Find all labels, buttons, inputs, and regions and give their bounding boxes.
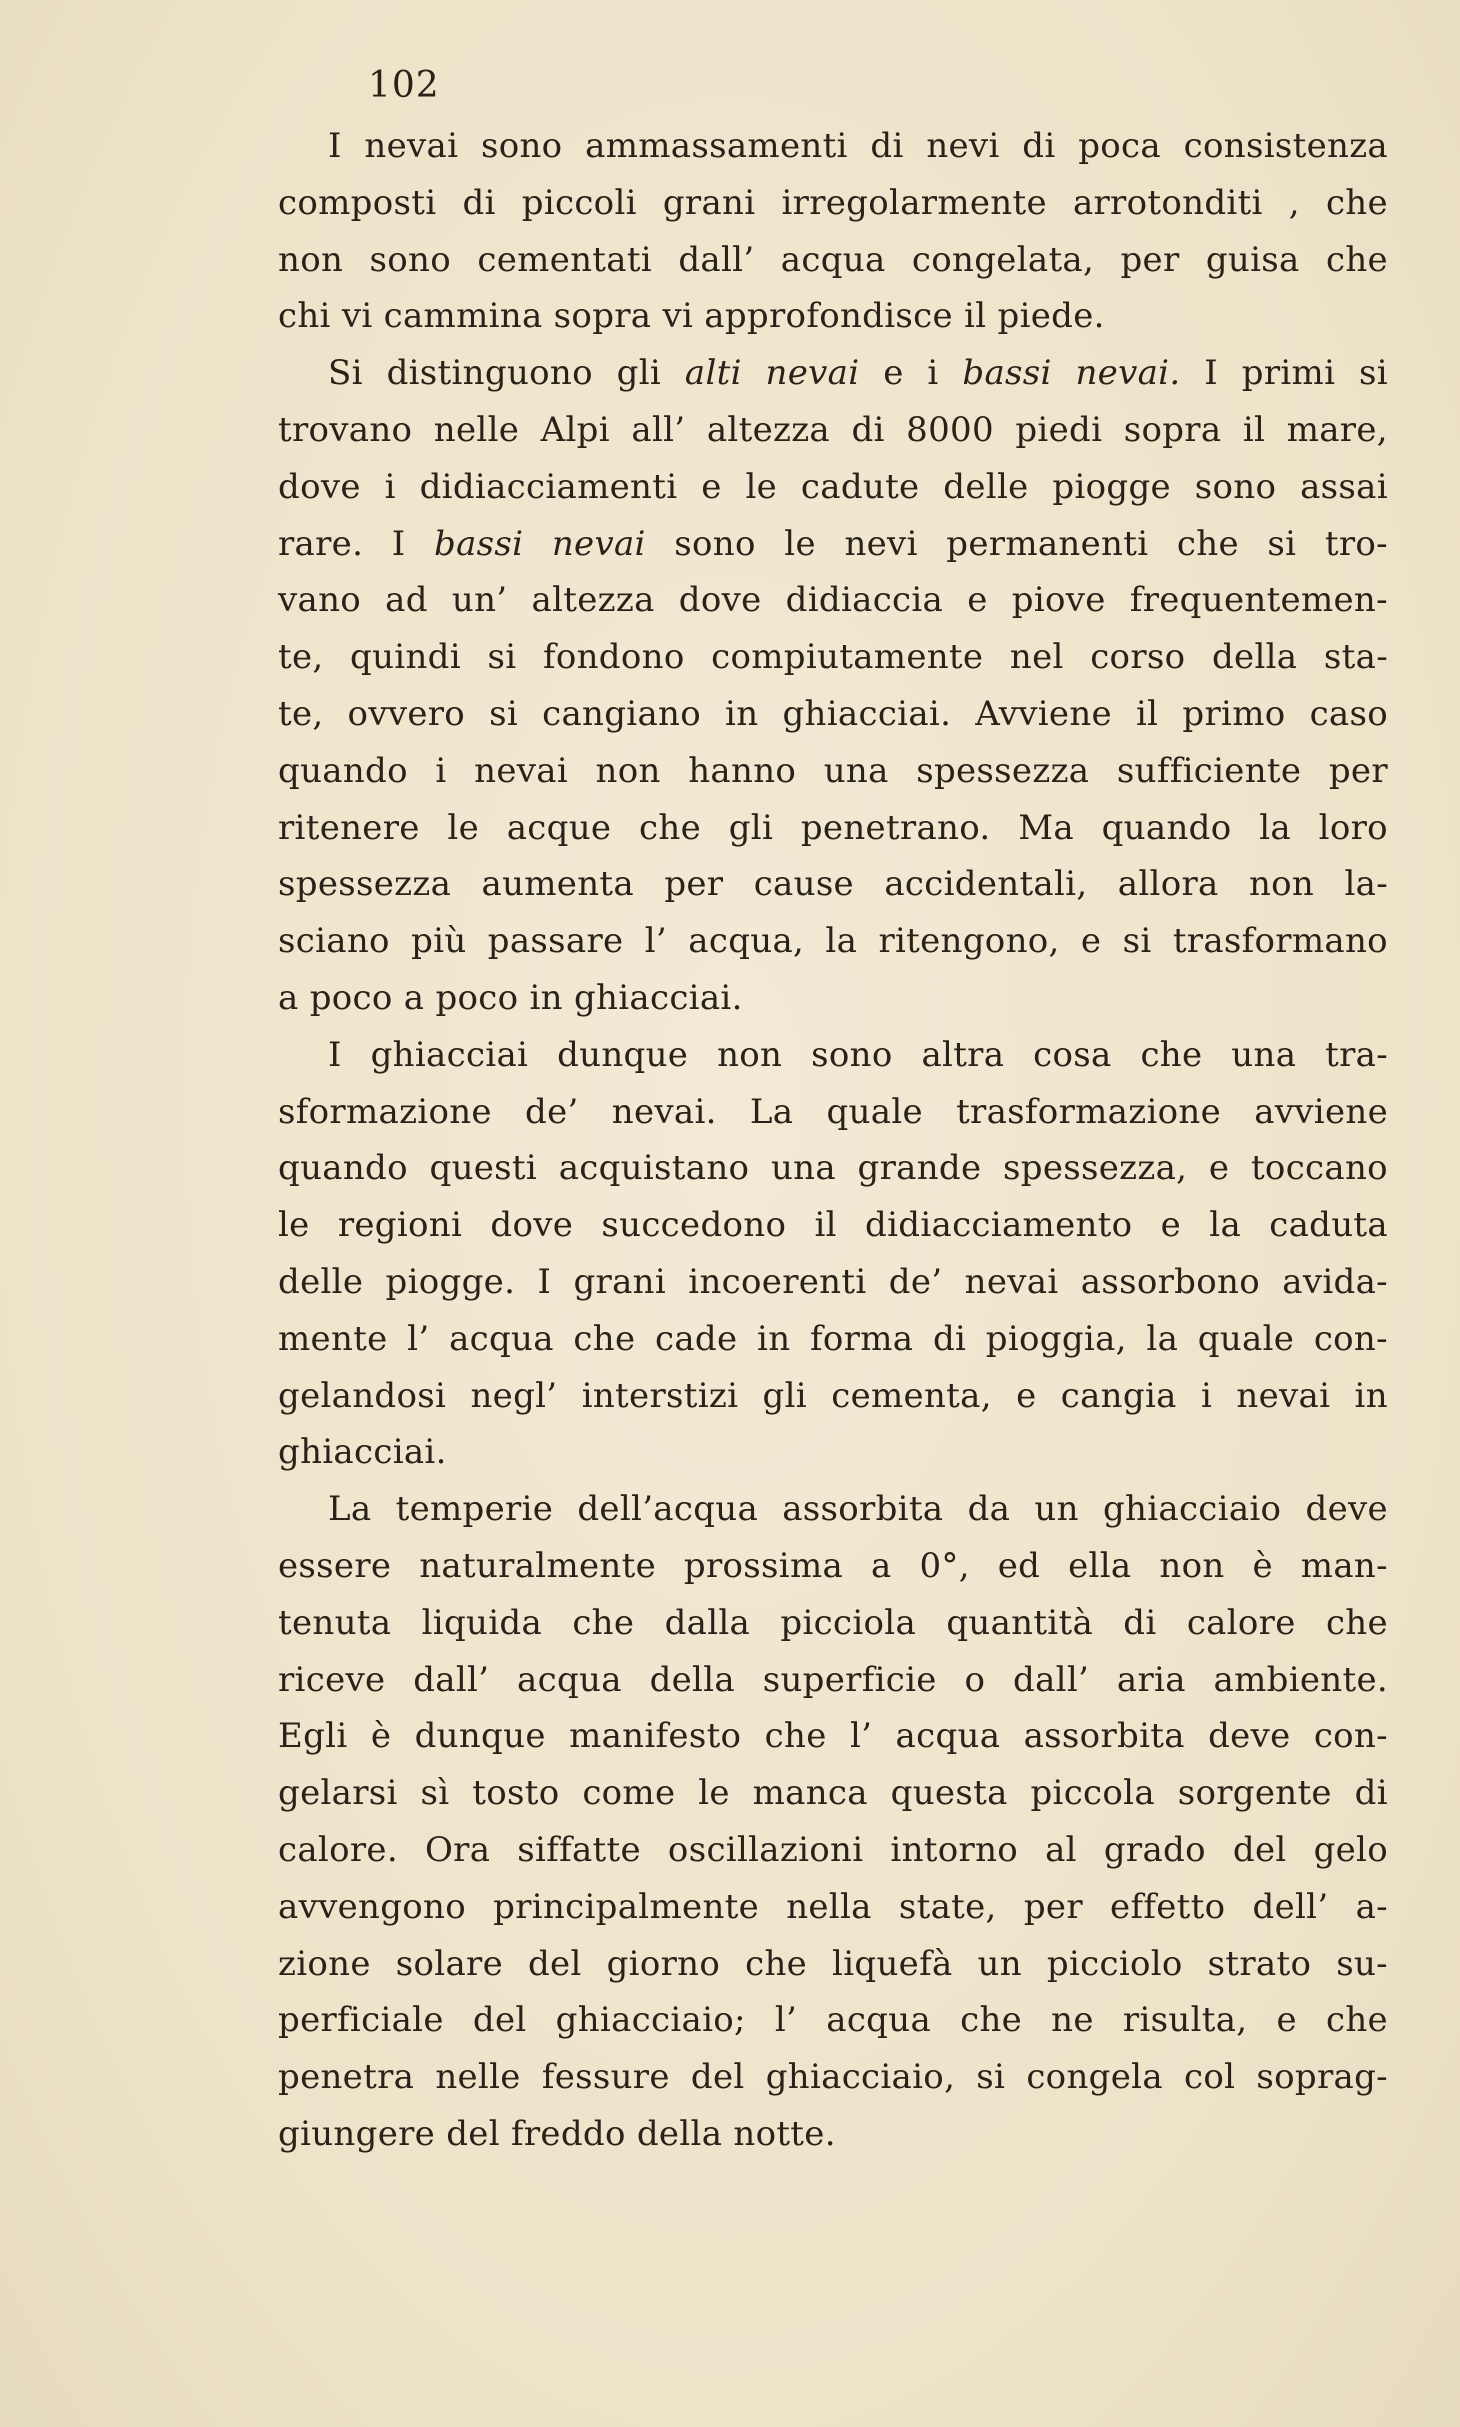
text-line: delle piogge. I grani incoerenti de’ nevai assorbono avida-	[278, 1261, 1388, 1302]
text-line: Si distinguono gli alti nevai e i bassi nevai. I primi si	[328, 353, 1388, 394]
text-line: trovano nelle Alpi all’ altezza di 8000 piedi sopra il mare,	[278, 409, 1388, 450]
page-number: 102	[368, 65, 440, 106]
text-line: te, ovvero si cangiano in ghiacciai. Avviene il primo caso	[278, 693, 1388, 734]
text-line: ritenere le acque che gli penetrano. Ma quando la loro	[278, 807, 1388, 848]
text-line: calore. Ora siffatte oscillazioni intorno al grado del gelo	[278, 1829, 1388, 1870]
text-line: riceve dall’ acqua della superficie o dall’ aria ambiente.	[278, 1659, 1388, 1700]
text-line: sciano più passare l’ acqua, la ritengono, e si trasformano	[278, 921, 1388, 962]
text-line: gelarsi sì tosto come le manca questa piccola sorgente di	[278, 1773, 1388, 1814]
text-line: La temperie dell’acqua assorbita da un ghiacciaio deve	[328, 1489, 1388, 1530]
text-line: dove i didiacciamenti e le cadute delle piogge sono assai	[278, 466, 1388, 507]
text-line: zione solare del giorno che liquefà un picciolo strato su-	[278, 1943, 1388, 1984]
text-line: I ghiacciai dunque non sono altra cosa che una tra-	[328, 1034, 1388, 1075]
text-line: rare. I bassi nevai sono le nevi permanenti che si tro-	[278, 523, 1388, 564]
text-line: te, quindi si fondono compiutamente nel corso della sta-	[278, 637, 1388, 678]
text-line: perficiale del ghiacciaio; l’ acqua che ne risulta, e che	[278, 2000, 1388, 2041]
text-line: penetra nelle fessure del ghiacciaio, si congela col soprag-	[278, 2057, 1388, 2098]
text-line: avvengono principalmente nella state, per effetto dell’ a-	[278, 1886, 1388, 1927]
text-line: essere naturalmente prossima a 0°, ed ella non è man-	[278, 1545, 1388, 1586]
text-line: quando questi acquistano una grande spessezza, e toccano	[278, 1148, 1388, 1189]
text-line: sformazione de’ nevai. La quale trasformazione avviene	[278, 1091, 1388, 1132]
text-line: I nevai sono ammassamenti di nevi di poca consistenza	[328, 126, 1388, 166]
text-line: Egli è dunque manifesto che l’ acqua assorbita deve con-	[278, 1716, 1388, 1757]
text-line: mente l’ acqua che cade in forma di pioggia, la quale con-	[278, 1318, 1388, 1359]
text-line: spessezza aumenta per cause accidentali, allora non la-	[278, 864, 1388, 905]
text-line: giungere del freddo della notte.	[278, 2113, 836, 2154]
body-text	[278, 118, 1388, 2163]
text-line: le regioni dove succedono il didiacciamento e la caduta	[278, 1205, 1388, 1246]
text-line: vano ad un’ altezza dove didiaccia e piove frequentemen-	[278, 580, 1388, 621]
text-line: a poco a poco in ghiacciai.	[278, 977, 743, 1018]
text-line: composti di piccoli grani irregolarmente arrotonditi , che	[278, 182, 1388, 223]
text-line: ghiacciai.	[278, 1432, 447, 1473]
text-line: non sono cementati dall’ acqua congelata, per guisa che	[278, 239, 1388, 280]
text-line: gelandosi negl’ interstizi gli cementa, e cangia i nevai in	[278, 1375, 1388, 1416]
text-line: tenuta liquida che dalla picciola quantità di calore che	[278, 1602, 1388, 1643]
text-line: quando i nevai non hanno una spessezza sufficiente per	[278, 750, 1388, 791]
text-line: chi vi cammina sopra vi approfondisce il piede.	[278, 296, 1105, 337]
